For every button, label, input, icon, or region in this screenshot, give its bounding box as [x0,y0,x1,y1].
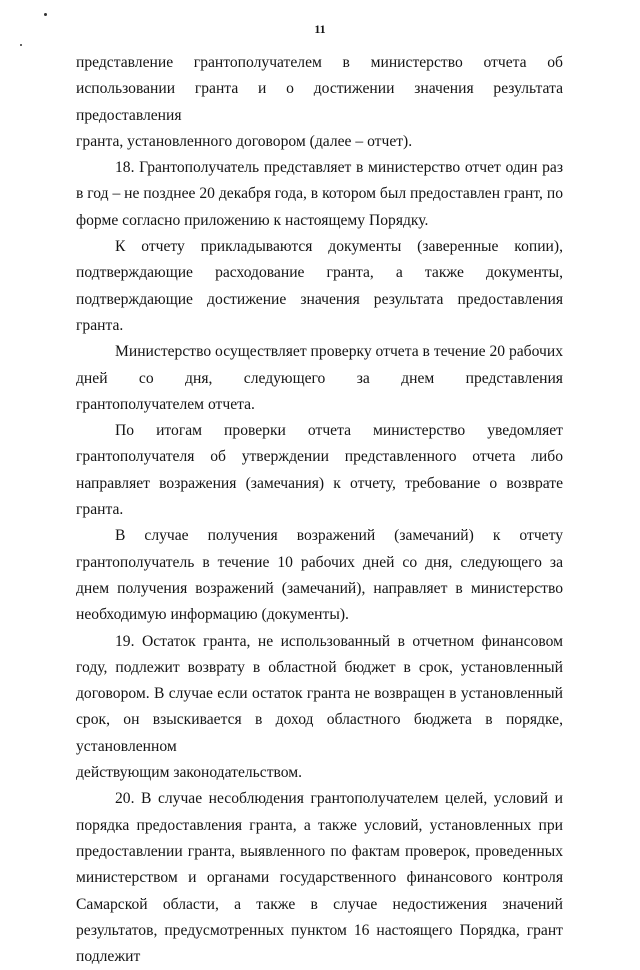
paragraph-19-lines: 19. Остаток гранта, не использованный в отчетном финансовом году, подлежит возврату в областной бюджет в срок, установленный договором. В случае если остаток гранта не возвращен в установленный срок, он взыскивается в доход областного бюджета в порядке, установленном [76,632,563,755]
scan-speck [20,44,22,46]
paragraph-18-check-last-line: грантополучателем отчета. [76,395,255,413]
paragraph-continuation-lines: представление грантополучателем в министерство отчета об использовании гранта и о достижении значения результата предоставления [76,54,563,124]
paragraph-18-results-last-line: направляет возражения (замечания) к отчету, требование о возврате гранта. [76,474,563,519]
paragraph-18-lines: 18. Грантополучатель представляет в министерство отчет один раз в год – не позднее 20 декабря года, в котором был предоставлен грант, по [76,159,563,203]
paragraph-20-lines: 20. В случае несоблюдения грантополучателем целей, условий и порядка предоставления гранта, а также условий, установленных при предоставлении гранта, выявленного по фактам проверок, проведенных министерством и органами государственного финансового контроля Самарской области, а также в случае недостижения значений результатов, предусмотренных пунктом 16 настоящего Порядка, грант подлежит [76,790,563,966]
page-number: 11 [314,22,326,36]
paragraph-continuation-last-line: гранта, установленного договором (далее – отчет). [76,132,413,150]
paragraph-18-last-line: форме согласно приложению к настоящему Порядку. [76,211,429,229]
paragraph-18-documents-lines: К отчету прикладываются документы (заверенные копии), подтверждающие расходование гранта, а также документы, [76,238,563,282]
scan-speck [44,13,47,16]
paragraph-19-last-line: действующим законодательством. [76,764,303,782]
paragraph-18-objections-last-line: необходимую информацию (документы). [76,606,349,624]
paragraph-18-documents-last-line: подтверждающие достижение значения результата предоставления гранта. [76,290,563,334]
document-body [76,50,563,970]
paragraph-18-results-lines: По итогам проверки отчета министерство уведомляет грантополучателя об утверждении представленного отчета либо [76,422,563,466]
paragraph-18-objections-lines: В случае получения возражений (замечаний) к отчету грантополучатель в течение 10 рабочих дней со дня, следующего за днем получения возражений (замечаний), направляет в министерство [76,527,563,597]
paragraph-18-check-lines: Министерство осуществляет проверку отчета в течение 20 рабочих дней со дня, следующего за днем представления [76,343,563,387]
